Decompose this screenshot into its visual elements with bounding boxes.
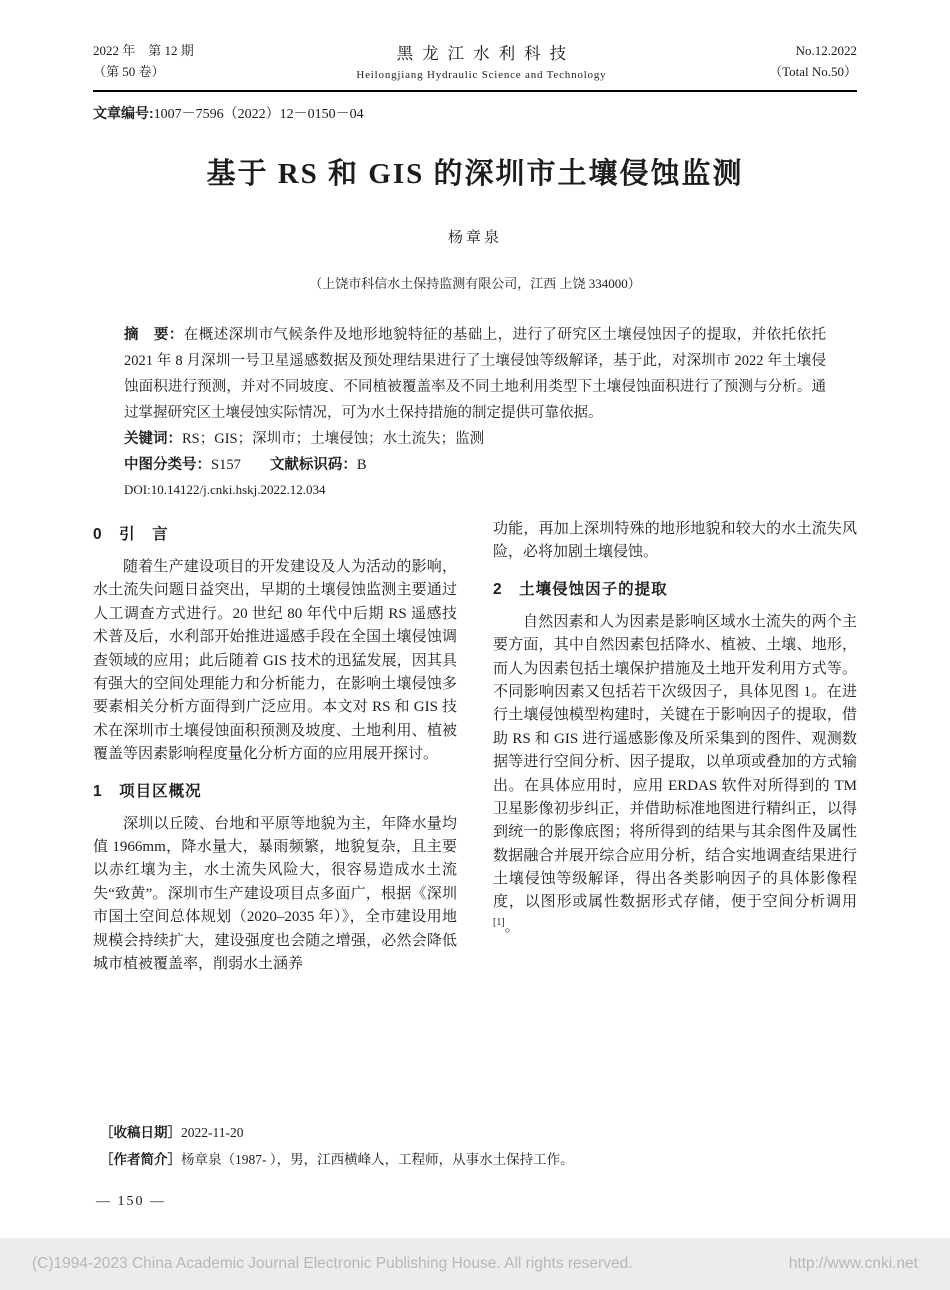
journal-title-en: Heilongjiang Hydraulic Science and Technology xyxy=(356,69,607,81)
received-date-label: ［收稿日期］ xyxy=(100,1124,181,1140)
clc-label: 中图分类号： xyxy=(124,457,211,474)
paper-title: 基于 RS 和 GIS 的深圳市土壤侵蚀监测 xyxy=(206,157,744,190)
journal-header xyxy=(93,40,857,83)
section-1-continuation: 功能，再加上深圳特殊的地形地貌和较大的水土流失风险，必将加剧土壤侵蚀。 xyxy=(493,520,857,561)
journal-title-cn: 黑龙江水利科技 xyxy=(396,44,576,63)
section-2-paragraph xyxy=(493,611,857,939)
total-no: （Total No.50） xyxy=(769,64,857,80)
section-heading-0: 0 引 言 xyxy=(93,525,169,543)
issue-line-1: 2022 年 第 12 期 xyxy=(93,43,194,58)
section-1-paragraph: 深圳以丘陵、台地和平原等地貌为主，年降水量均值 1966mm，降水量大，暴雨频繁，地貌复杂，且主要以赤红壤为主，水土流失风险大，很容易造成水土流失“致黄”。深圳市生产建设项目点多面广，根据《深圳市国土空间总体规划（2020–2035 年）》，全市建设用地规模会持续扩大，建设强度也会随之增强，必然会降低城市植被覆盖率，削弱水土涵养 xyxy=(93,815,457,973)
left-column xyxy=(93,518,457,977)
keywords-line xyxy=(124,426,826,452)
body-columns xyxy=(93,518,857,977)
doi-line: DOI:10.14122/j.cnki.hskj.2022.12.034 xyxy=(124,482,326,498)
abstract-block xyxy=(124,322,826,502)
doc-code-label: 文献标识码： xyxy=(269,457,357,474)
issue-line-2: （第 50 卷） xyxy=(93,64,165,80)
author-affiliation: （上饶市科信水土保持监测有限公司，江西 上饶 334000） xyxy=(309,275,641,291)
journal-name xyxy=(356,40,606,81)
cnki-url: http://www.cnki.net xyxy=(788,1255,918,1272)
abstract-paragraph xyxy=(124,322,826,426)
issue-no: No.12.2022 xyxy=(795,43,857,58)
keywords-label: 关键词： xyxy=(124,431,182,448)
issue-number xyxy=(769,40,857,83)
citation-ref-1: [1] xyxy=(493,916,505,928)
article-number xyxy=(93,103,857,123)
section-0-paragraph: 随着生产建设项目的开发建设及人为活动的影响，水土流失问题日益突出，早期的土壤侵蚀监测主要通过人工调查方式进行。20 世纪 80 年代中后期 RS 遥感技术普及后，水利部开始推进遥感手段在全国土壤侵蚀调查领域的应用；此后随着 GIS 技术的迅猛发展，因其具有强大的空间处理能力和分析能力，在影响土壤侵蚀多要素相关分析方面得到广泛应用。本文对 RS 和 GIS 技术在深圳市土壤侵蚀面积预测及坡度、土地利用、植被覆盖等因素影响程度量化分析方面的应用展开探讨。 xyxy=(93,559,457,763)
section-heading-2: 2 土壤侵蚀因子的提取 xyxy=(493,580,668,598)
section-heading-1: 1 项目区概况 xyxy=(93,782,202,800)
cnki-watermark-bar xyxy=(0,1238,950,1290)
clc-value: S157 xyxy=(211,457,241,474)
section-2-text: 自然因素和人为因素是影响区域水土流失的两个主要方面，其中自然因素包括降水、植被、土壤、地形，而人为因素包括土壤保护措施及土地开发利用方式等。不同影响因素又包括若干次级因子，具体见图 1。在进行土壤侵蚀模型构建时，关键在于影响因子的提取，借助 RS 和 GIS 进行遥感影像及所采集到的图件、观测数据等进行空间分析、因子提取，以单项或叠加的方式输出。在具体应用时，应用 ERDAS 软件对所得到的 TM 卫星影像初步纠正，并借助标准地图进行精纠正，以得到统一的影像底图；将所得到的结果与其余图件及属性数据融合并展开综合应用分析，结合实地调查结果进行土壤侵蚀等级解译，得出各类影响因子的具体影像程度，以图形或属性数据形式存储，便于空间分析调用 xyxy=(493,613,857,911)
section-2-text-end: 。 xyxy=(504,918,520,935)
copyright-text: (C)1994-2023 China Academic Journal Electronic Publishing House. All rights reserved. xyxy=(32,1255,633,1272)
author-bio-label: ［作者简介］ xyxy=(100,1152,181,1168)
footnotes xyxy=(100,1119,857,1174)
author-bio-line xyxy=(100,1146,857,1174)
received-date-value: 2022-11-20 xyxy=(181,1124,244,1140)
article-number-value: 1007－7596（2022）12－0150－04 xyxy=(153,106,364,122)
header-divider xyxy=(93,90,857,92)
keywords-text: RS；GIS；深圳市；土壤侵蚀；水土流失；监测 xyxy=(182,431,485,448)
abstract-text: 在概述深圳市气候条件及地形地貌特征的基础上，进行了研究区土壤侵蚀因子的提取，并依托依托 2021 年 8 月深圳一号卫星遥感数据及预处理结果进行了土壤侵蚀等级解译，基于此，对深圳市 2022 年土壤侵蚀面积进行预测，并对不同坡度、不同植被覆盖率及不同土地利用类型下土壤侵蚀面积进行了预测与分析。通过掌握研究区土壤侵蚀实际情况，可为水土保持措施的制定提供可靠依据。 xyxy=(124,326,827,422)
author-bio-value: 杨章泉（1987- ），男，江西横峰人，工程师，从事水土保持工作。 xyxy=(181,1152,574,1168)
right-column xyxy=(493,518,857,977)
article-number-label: 文章编号: xyxy=(93,104,154,121)
issue-info xyxy=(93,40,194,83)
abstract-label: 摘 要： xyxy=(124,326,184,343)
page-number: — 150 — xyxy=(96,1194,166,1209)
received-date-line xyxy=(100,1119,857,1147)
author-name: 杨章泉 xyxy=(447,229,502,246)
classification-line xyxy=(124,452,826,478)
doc-code-value: B xyxy=(356,457,367,474)
